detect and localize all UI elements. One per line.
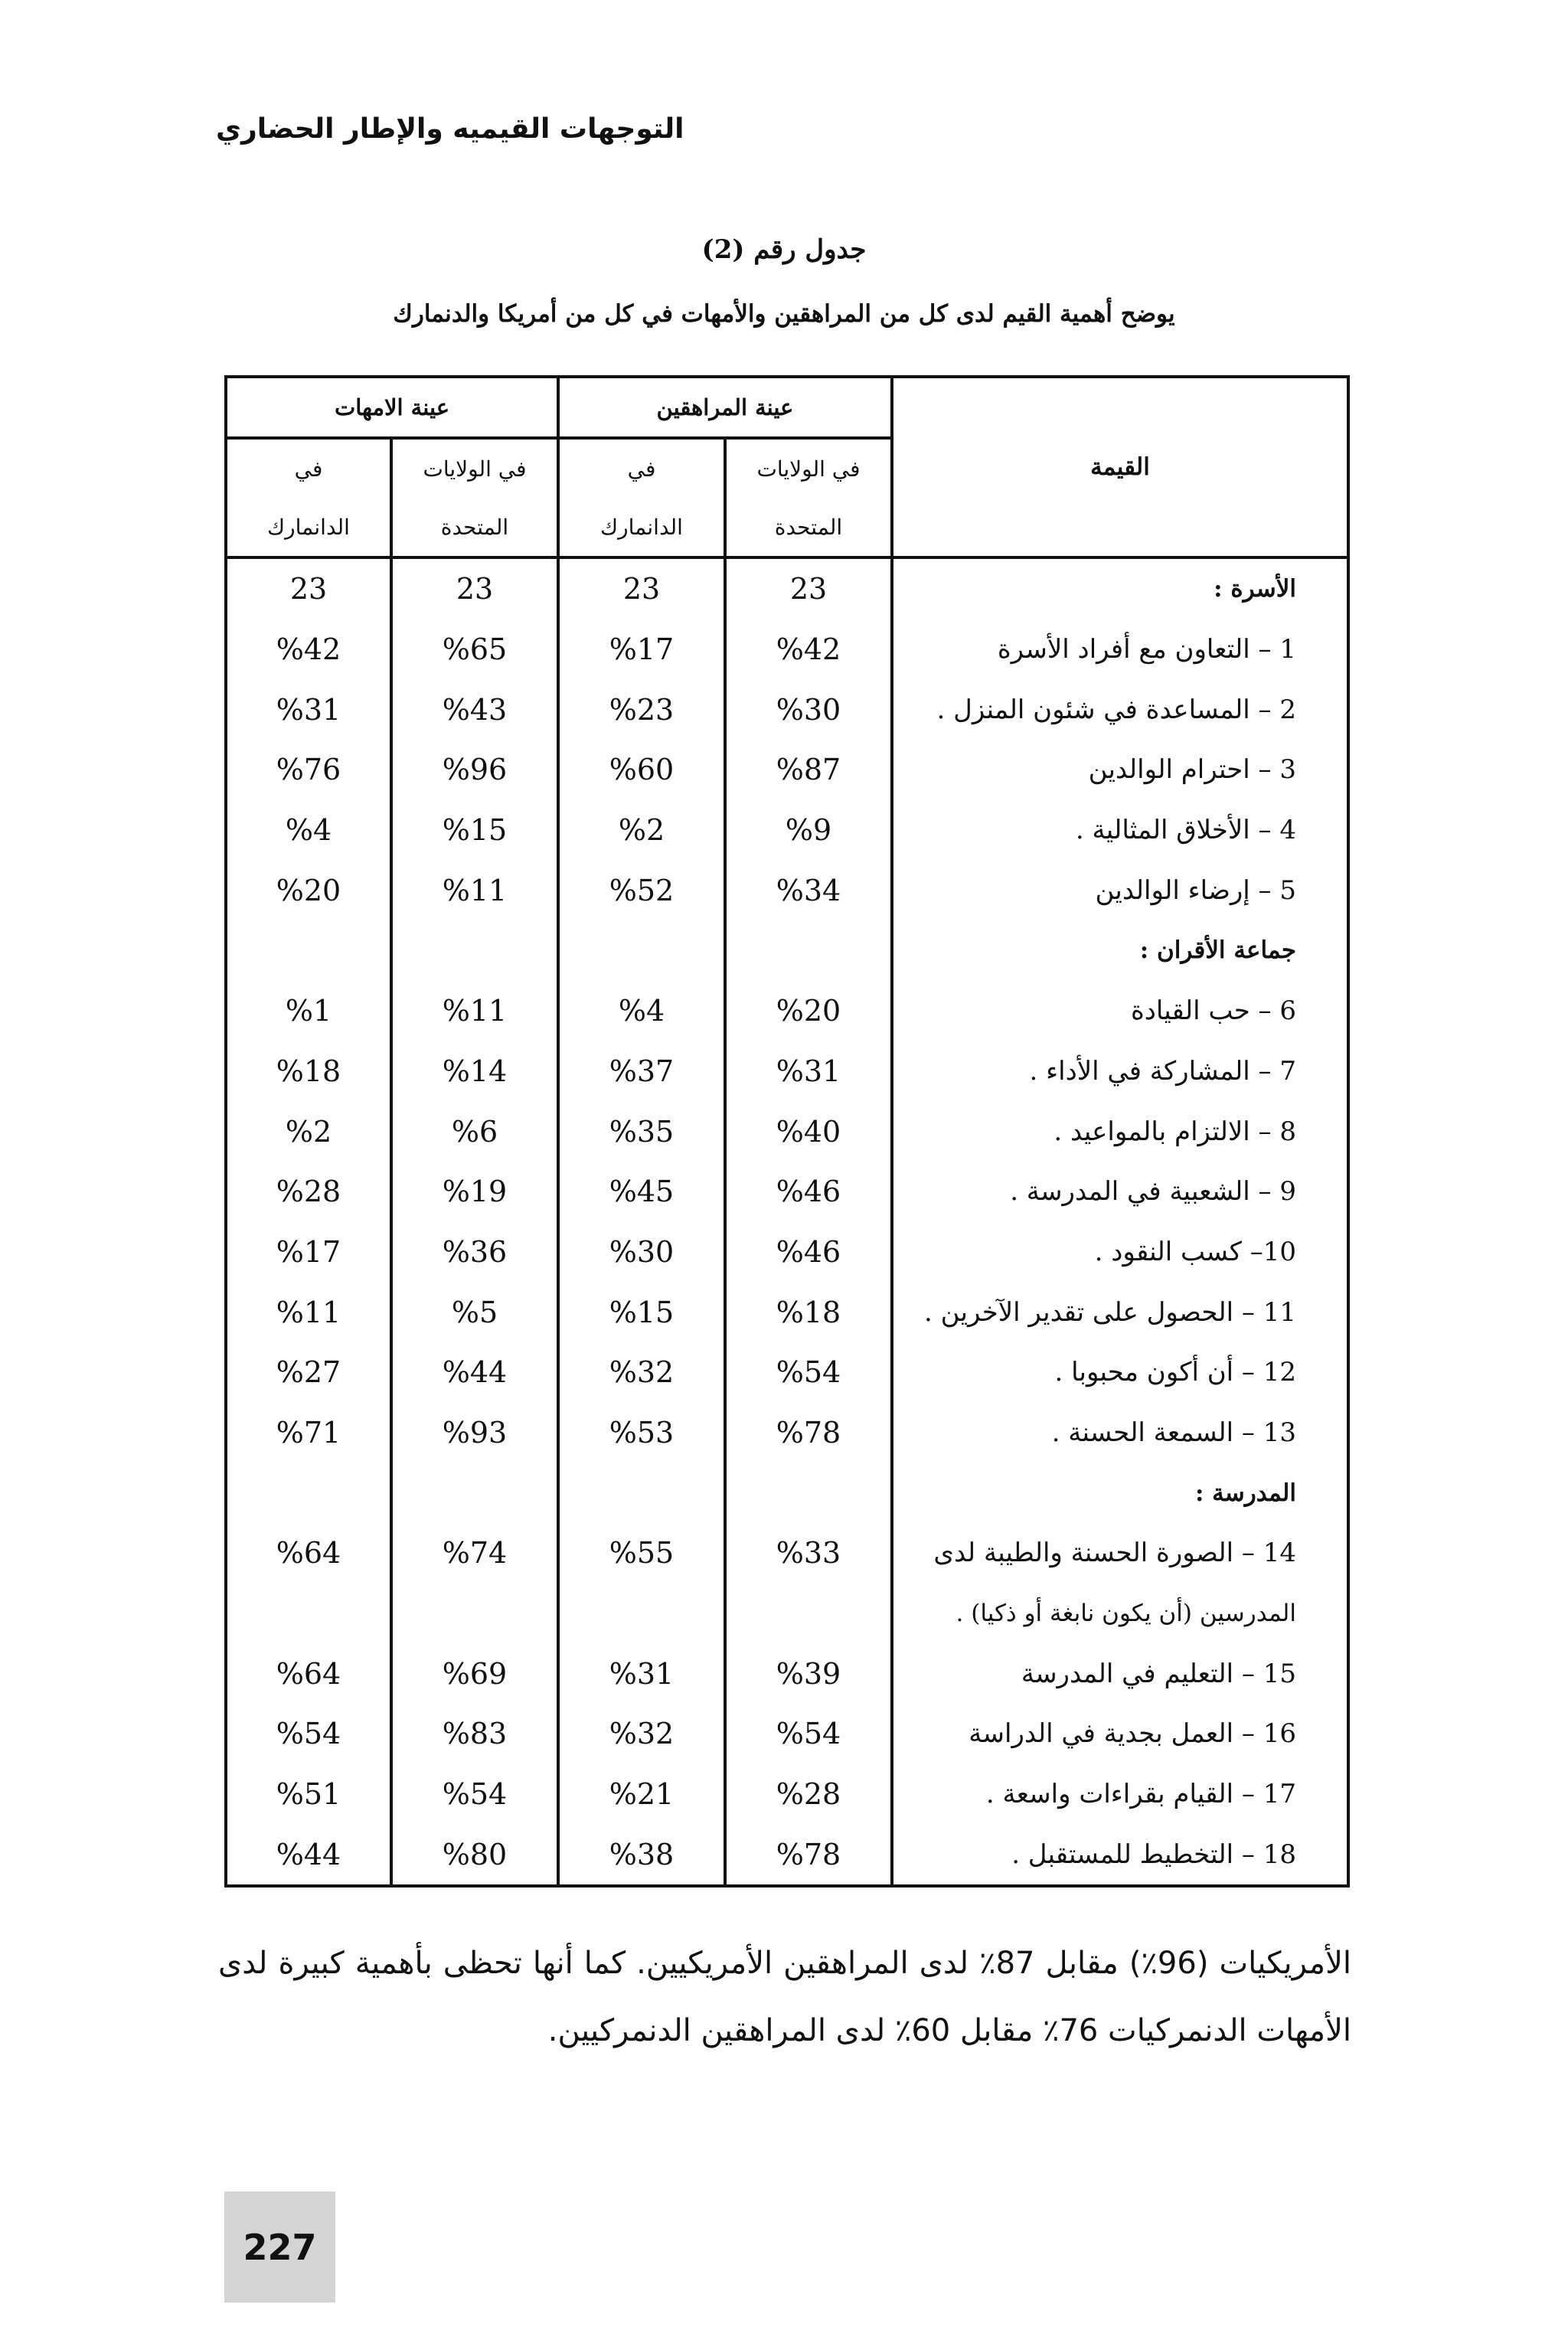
table-row xyxy=(226,619,1348,680)
cell-adolescents-dk: %53 xyxy=(558,1403,725,1463)
cell-adolescents-us: %18 xyxy=(725,1282,892,1342)
cell-mothers-dk: %64 xyxy=(226,1643,391,1704)
row-label: 3 – احترام الوالدين xyxy=(892,740,1348,800)
cell-mothers-us: %80 xyxy=(391,1824,558,1886)
cell-adolescents-us: %34 xyxy=(725,860,892,920)
cell-mothers-dk: %28 xyxy=(226,1162,391,1222)
cell-mothers-us: %14 xyxy=(391,1041,558,1102)
cell-adolescents-dk: %55 xyxy=(558,1523,725,1584)
cell-adolescents-us: %28 xyxy=(725,1764,892,1825)
cell-mothers-us xyxy=(391,1463,558,1523)
cell-mothers-dk xyxy=(226,1463,391,1523)
table-row xyxy=(226,557,1348,619)
table-caption: يوضح أهمية القيم لدى كل من المراهقين والأمهات في كل من أمريكا والدنمارك xyxy=(393,300,1175,328)
cell-adolescents-us: %31 xyxy=(725,1041,892,1102)
cell-adolescents-dk: %31 xyxy=(558,1643,725,1704)
cell-mothers-us: %15 xyxy=(391,800,558,861)
cell-adolescents-dk xyxy=(558,920,725,981)
cell-mothers-dk: %31 xyxy=(226,679,391,740)
cell-mothers-dk: %51 xyxy=(226,1764,391,1825)
cell-mothers-us: %93 xyxy=(391,1403,558,1463)
cell-adolescents-dk: %2 xyxy=(558,800,725,861)
subheader-adolescents-dk-line2: الدانمارك xyxy=(558,498,725,557)
cell-adolescents-us: %78 xyxy=(725,1403,892,1463)
column-header-value: القيمة xyxy=(892,377,1348,557)
table-row xyxy=(226,1162,1348,1222)
row-label: 16 – العمل بجدية في الدراسة xyxy=(892,1704,1348,1764)
cell-mothers-us: %65 xyxy=(391,619,558,680)
table-row xyxy=(226,800,1348,861)
cell-adolescents-dk: %23 xyxy=(558,679,725,740)
row-label: 8 – الالتزام بالمواعيد . xyxy=(892,1101,1348,1162)
subheader-adolescents-us-line1: في الولايات xyxy=(725,438,892,498)
cell-mothers-dk: %18 xyxy=(226,1041,391,1102)
cell-mothers-dk: %44 xyxy=(226,1824,391,1886)
cell-mothers-dk xyxy=(226,1584,391,1644)
cell-adolescents-dk: %60 xyxy=(558,740,725,800)
cell-adolescents-dk: %30 xyxy=(558,1222,725,1283)
table-row xyxy=(226,1584,1348,1644)
body-paragraph: الأمريكيات (96٪) مقابل 87٪ لدى المراهقين الأمريكيين. كما أنها تحظى بأهمية كبيرة لدى الأمهات الدنمركيات 76٪ مقابل 60٪ لدى المراهقين الدنمركيين. xyxy=(218,1946,1352,2048)
row-label: 13 – السمعة الحسنة . xyxy=(892,1403,1348,1463)
cell-mothers-us xyxy=(391,1584,558,1644)
cell-adolescents-dk: %21 xyxy=(558,1764,725,1825)
cell-adolescents-us: %54 xyxy=(725,1342,892,1403)
table-row xyxy=(226,981,1348,1041)
row-label: الأسرة : xyxy=(892,557,1348,619)
cell-mothers-dk: %2 xyxy=(226,1101,391,1162)
cell-mothers-us: %43 xyxy=(391,679,558,740)
cell-adolescents-us: 23 xyxy=(725,557,892,619)
table-row xyxy=(226,1764,1348,1825)
cell-adolescents-us: %78 xyxy=(725,1824,892,1886)
cell-mothers-dk xyxy=(226,920,391,981)
cell-mothers-us: %6 xyxy=(391,1101,558,1162)
table-row xyxy=(226,1704,1348,1764)
row-label: جماعة الأقران : xyxy=(892,920,1348,981)
table-row xyxy=(226,679,1348,740)
cell-adolescents-us: %30 xyxy=(725,679,892,740)
cell-mothers-us: %19 xyxy=(391,1162,558,1222)
row-label: 9 – الشعبية في المدرسة . xyxy=(892,1162,1348,1222)
cell-mothers-dk: %20 xyxy=(226,860,391,920)
cell-mothers-us: %5 xyxy=(391,1282,558,1342)
cell-adolescents-dk: %32 xyxy=(558,1704,725,1764)
cell-adolescents-dk: %52 xyxy=(558,860,725,920)
row-label: 5 – إرضاء الوالدين xyxy=(892,860,1348,920)
cell-adolescents-dk: %38 xyxy=(558,1824,725,1886)
cell-adolescents-us: %42 xyxy=(725,619,892,680)
cell-adolescents-us xyxy=(725,1463,892,1523)
row-label: 10– كسب النقود . xyxy=(892,1222,1348,1283)
subheader-adolescents-dk-line1: في xyxy=(558,438,725,498)
cell-mothers-dk: %11 xyxy=(226,1282,391,1342)
cell-adolescents-us: %33 xyxy=(725,1523,892,1584)
subheader-mothers-dk-line1: في xyxy=(226,438,391,498)
cell-adolescents-dk: %4 xyxy=(558,981,725,1041)
row-label: 2 – المساعدة في شئون المنزل . xyxy=(892,679,1348,740)
table-row xyxy=(226,1824,1348,1886)
table-row xyxy=(226,1523,1348,1584)
cell-adolescents-dk: %15 xyxy=(558,1282,725,1342)
row-label: المدرسة : xyxy=(892,1463,1348,1523)
values-table xyxy=(224,375,1350,1888)
cell-mothers-dk: %17 xyxy=(226,1222,391,1283)
row-label: 7 – المشاركة في الأداء . xyxy=(892,1041,1348,1102)
cell-adolescents-us xyxy=(725,1584,892,1644)
subheader-adolescents-us-line2: المتحدة xyxy=(725,498,892,557)
cell-adolescents-us: %46 xyxy=(725,1222,892,1283)
table-row xyxy=(226,860,1348,920)
cell-mothers-us: %96 xyxy=(391,740,558,800)
cell-adolescents-us: %20 xyxy=(725,981,892,1041)
row-label: 1 – التعاون مع أفراد الأسرة xyxy=(892,619,1348,680)
row-label: 6 – حب القيادة xyxy=(892,981,1348,1041)
cell-adolescents-us: %40 xyxy=(725,1101,892,1162)
table-row xyxy=(226,1222,1348,1283)
subheader-mothers-us-line1: في الولايات xyxy=(391,438,558,498)
cell-adolescents-us: %46 xyxy=(725,1162,892,1222)
page-number-badge xyxy=(224,2191,335,2303)
row-label: 12 – أن أكون محبوبا . xyxy=(892,1342,1348,1403)
group-header-mothers: عينة الامهات xyxy=(226,377,558,438)
cell-adolescents-dk: %32 xyxy=(558,1342,725,1403)
cell-mothers-us: %54 xyxy=(391,1764,558,1825)
cell-mothers-us xyxy=(391,920,558,981)
table-row xyxy=(226,1041,1348,1102)
table-row xyxy=(226,1403,1348,1463)
table-row xyxy=(226,740,1348,800)
cell-mothers-dk: %1 xyxy=(226,981,391,1041)
cell-mothers-dk: %42 xyxy=(226,619,391,680)
cell-mothers-dk: %4 xyxy=(226,800,391,861)
table-row xyxy=(226,920,1348,981)
cell-mothers-us: %11 xyxy=(391,860,558,920)
cell-mothers-us: %74 xyxy=(391,1523,558,1584)
cell-mothers-dk: %64 xyxy=(226,1523,391,1584)
cell-adolescents-dk: 23 xyxy=(558,557,725,619)
cell-adolescents-dk xyxy=(558,1584,725,1644)
page-number: 227 xyxy=(243,2226,317,2268)
table-number-label: جدول رقم (2) xyxy=(701,234,867,265)
cell-adolescents-us: %9 xyxy=(725,800,892,861)
subheader-mothers-us-line2: المتحدة xyxy=(391,498,558,557)
row-label: 18 – التخطيط للمستقبل . xyxy=(892,1824,1348,1886)
cell-mothers-us: 23 xyxy=(391,557,558,619)
cell-mothers-us: %36 xyxy=(391,1222,558,1283)
cell-adolescents-dk: %17 xyxy=(558,619,725,680)
cell-adolescents-us: %54 xyxy=(725,1704,892,1764)
cell-adolescents-us xyxy=(725,920,892,981)
cell-adolescents-us: %87 xyxy=(725,740,892,800)
row-label: 14 – الصورة الحسنة والطيبة لدى xyxy=(892,1523,1348,1584)
row-label: المدرسين (أن يكون نابغة أو ذكيا) . xyxy=(892,1584,1348,1644)
running-header-title: التوجهات القيميه والإطار الحضاري xyxy=(216,113,684,145)
table-row xyxy=(226,1282,1348,1342)
cell-mothers-us: %83 xyxy=(391,1704,558,1764)
row-label: 4 – الأخلاق المثالية . xyxy=(892,800,1348,861)
subheader-mothers-dk-line2: الدانمارك xyxy=(226,498,391,557)
cell-adolescents-dk: %37 xyxy=(558,1041,725,1102)
group-header-adolescents: عينة المراهقين xyxy=(558,377,892,438)
row-label: 15 – التعليم في المدرسة xyxy=(892,1643,1348,1704)
cell-mothers-dk: %27 xyxy=(226,1342,391,1403)
table-row xyxy=(226,1463,1348,1523)
cell-mothers-us: %44 xyxy=(391,1342,558,1403)
row-label: 11 – الحصول على تقدير الآخرين . xyxy=(892,1282,1348,1342)
cell-adolescents-dk: %35 xyxy=(558,1101,725,1162)
cell-adolescents-dk: %45 xyxy=(558,1162,725,1222)
cell-adolescents-dk xyxy=(558,1463,725,1523)
cell-adolescents-us: %39 xyxy=(725,1643,892,1704)
cell-mothers-dk: %54 xyxy=(226,1704,391,1764)
table-row xyxy=(226,1643,1348,1704)
cell-mothers-us: %69 xyxy=(391,1643,558,1704)
cell-mothers-dk: 23 xyxy=(226,557,391,619)
cell-mothers-dk: %71 xyxy=(226,1403,391,1463)
table-row xyxy=(226,1101,1348,1162)
cell-mothers-us: %11 xyxy=(391,981,558,1041)
row-label: 17 – القيام بقراءات واسعة . xyxy=(892,1764,1348,1825)
table-row xyxy=(226,1342,1348,1403)
cell-mothers-dk: %76 xyxy=(226,740,391,800)
